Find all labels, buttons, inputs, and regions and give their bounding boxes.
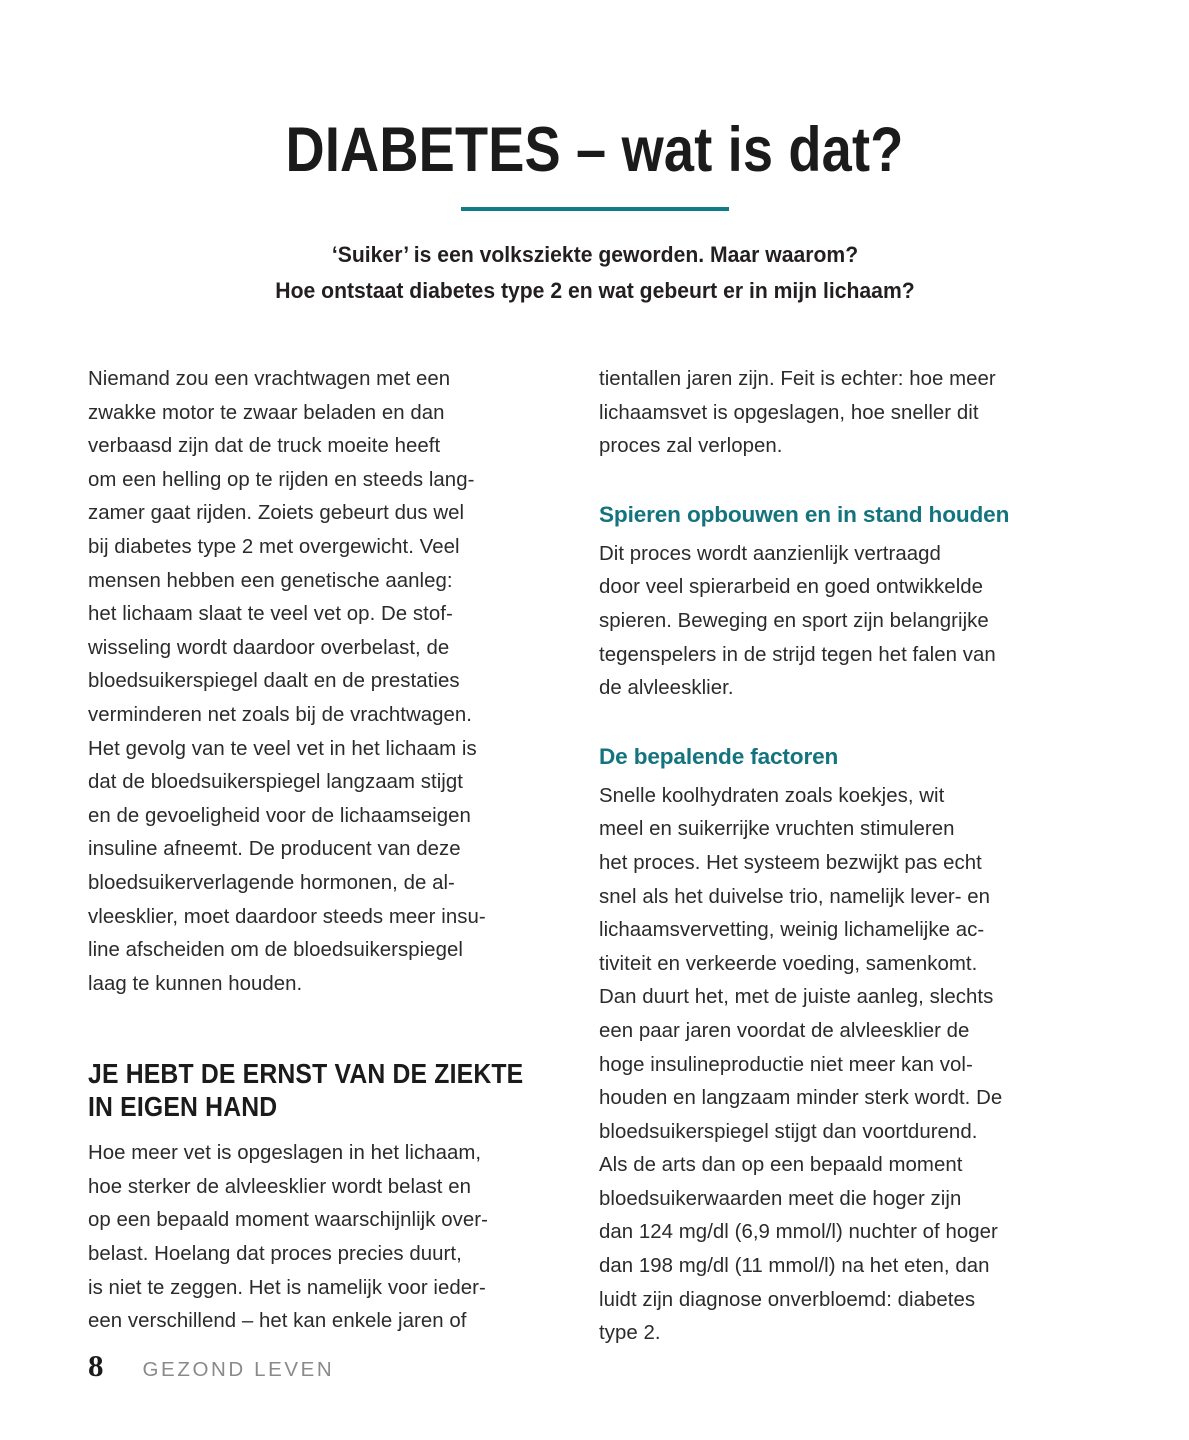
text-line: het proces. Het systeem bezwijkt pas echt bbox=[599, 851, 982, 874]
text-line: Als de arts dan op een bepaald moment bbox=[599, 1154, 963, 1177]
text-line: verbaasd zijn dat de truck moeite heeft bbox=[88, 435, 441, 458]
text-line: houden en langzaam minder sterk wordt. De bbox=[599, 1087, 1003, 1110]
page-subtitle bbox=[209, 237, 980, 308]
title-divider-rule bbox=[461, 207, 729, 211]
text-line: belast. Hoelang dat proces precies duurt, bbox=[88, 1243, 462, 1266]
text-line: spieren. Beweging en sport zijn belangrijke bbox=[599, 609, 989, 632]
text-line: luidt zijn diagnose onverbloemd: diabetes bbox=[599, 1288, 976, 1311]
text-line: proces zal verlopen. bbox=[599, 435, 783, 458]
left-column bbox=[88, 363, 543, 1351]
text-line: bloedsuikerspiegel daalt en de prestaties bbox=[88, 670, 460, 693]
text-line: is niet te zeggen. Het is namelijk voor ieder- bbox=[88, 1276, 486, 1299]
subtitle-line-1: ‘Suiker’ is een volksziekte geworden. Maar waarom? bbox=[331, 242, 858, 268]
text-line: hoe sterker de alvleesklier wordt belast en bbox=[88, 1175, 471, 1198]
text-line: een verschillend – het kan enkele jaren of bbox=[88, 1310, 467, 1333]
left-paragraph-1 bbox=[88, 363, 543, 1001]
text-line: snel als het duivelse trio, namelijk lever- en bbox=[599, 885, 991, 908]
text-line: zwakke motor te zwaar beladen en dan bbox=[88, 401, 445, 424]
page-masthead bbox=[0, 115, 1189, 308]
page-number: 8 bbox=[88, 1348, 104, 1383]
text-line: de alvleesklier. bbox=[599, 677, 734, 700]
page-footer bbox=[88, 1350, 334, 1382]
text-line: Dit proces wordt aanzienlijk vertraagd bbox=[599, 542, 941, 565]
text-line: en de gevoeligheid voor de lichaamseigen bbox=[88, 804, 471, 827]
text-line: bloedsuikerspiegel stijgt dan voortdurend. bbox=[599, 1120, 978, 1143]
section-heading-factoren: De bepalende factoren bbox=[599, 743, 839, 769]
text-line: Hoe meer vet is opgeslagen in het lichaam, bbox=[88, 1142, 482, 1165]
text-line: insuline afneemt. De producent van deze bbox=[88, 838, 461, 861]
running-head: GEZOND LEVEN bbox=[142, 1358, 335, 1381]
text-line: tegenspelers in de strijd tegen het falen van bbox=[599, 643, 996, 666]
text-line: lichaamsvervetting, weinig lichamelijke ac- bbox=[599, 919, 985, 942]
text-line: mensen hebben een genetische aanleg: bbox=[88, 569, 453, 592]
text-line: dan 124 mg/dl (6,9 mmol/l) nuchter of hoger bbox=[599, 1221, 998, 1244]
section-heading-spieren: Spieren opbouwen en in stand houden bbox=[599, 501, 1010, 527]
heading-line: JE HEBT DE ERNST VAN DE ZIEKTE bbox=[88, 1058, 524, 1090]
text-line: om een helling op te rijden en steeds lang- bbox=[88, 468, 475, 491]
right-column bbox=[599, 363, 1054, 1351]
text-line: hoge insulineproductie niet meer kan vol- bbox=[599, 1053, 973, 1076]
text-line: het lichaam slaat te veel vet op. De stof- bbox=[88, 603, 453, 626]
text-line: bij diabetes type 2 met overgewicht. Veel bbox=[88, 535, 460, 558]
text-line: verminderen net zoals bij de vrachtwagen. bbox=[88, 703, 473, 726]
text-line: lichaamsvet is opgeslagen, hoe sneller dit bbox=[599, 401, 979, 424]
text-line: wisseling wordt daardoor overbelast, de bbox=[88, 636, 450, 659]
text-line: dan 198 mg/dl (11 mmol/l) na het eten, dan bbox=[599, 1255, 990, 1278]
right-paragraph-1 bbox=[599, 363, 1054, 464]
text-line: line afscheiden om de bloedsuikerspiegel bbox=[88, 939, 463, 962]
text-line: op een bepaald moment waarschijnlijk over- bbox=[88, 1209, 488, 1232]
text-line: door veel spierarbeid en goed ontwikkelde bbox=[599, 576, 984, 599]
text-line: tiviteit en verkeerde voeding, samenkomt. bbox=[599, 952, 978, 975]
text-line: laag te kunnen houden. bbox=[88, 972, 303, 995]
text-line: vleesklier, moet daardoor steeds meer insu- bbox=[88, 905, 486, 928]
text-line: zamer gaat rijden. Zoiets gebeurt dus wel bbox=[88, 502, 465, 525]
text-line: dat de bloedsuikerspiegel langzaam stijgt bbox=[88, 771, 463, 794]
text-line: bloedsuikerverlagende hormonen, de al- bbox=[88, 871, 455, 894]
text-line: tientallen jaren zijn. Feit is echter: hoe meer bbox=[599, 368, 996, 390]
text-line: Snelle koolhydraten zoals koekjes, wit bbox=[599, 784, 945, 807]
heading-line: IN EIGEN HAND bbox=[88, 1091, 278, 1123]
text-line: Dan duurt het, met de juiste aanleg, slechts bbox=[599, 986, 994, 1009]
body-columns bbox=[88, 363, 1101, 1351]
subtitle-line-2: Hoe ontstaat diabetes type 2 en wat gebeurt er in mijn lichaam? bbox=[274, 277, 915, 303]
text-line: Niemand zou een vrachtwagen met een bbox=[88, 368, 451, 390]
text-line: meel en suikerrijke vruchten stimuleren bbox=[599, 818, 955, 841]
text-line: een paar jaren voordat de alvleesklier de bbox=[599, 1019, 970, 1042]
section-heading-ernst bbox=[88, 1057, 524, 1123]
text-line: bloedsuikerwaarden meet die hoger zijn bbox=[599, 1187, 962, 1210]
left-paragraph-2 bbox=[88, 1137, 543, 1339]
page-title: DIABETES – wat is dat? bbox=[285, 115, 904, 185]
text-line: type 2. bbox=[599, 1322, 661, 1345]
right-paragraph-2 bbox=[599, 538, 1054, 706]
text-line: Het gevolg van te veel vet in het lichaam is bbox=[88, 737, 477, 760]
right-paragraph-3 bbox=[599, 780, 1054, 1351]
